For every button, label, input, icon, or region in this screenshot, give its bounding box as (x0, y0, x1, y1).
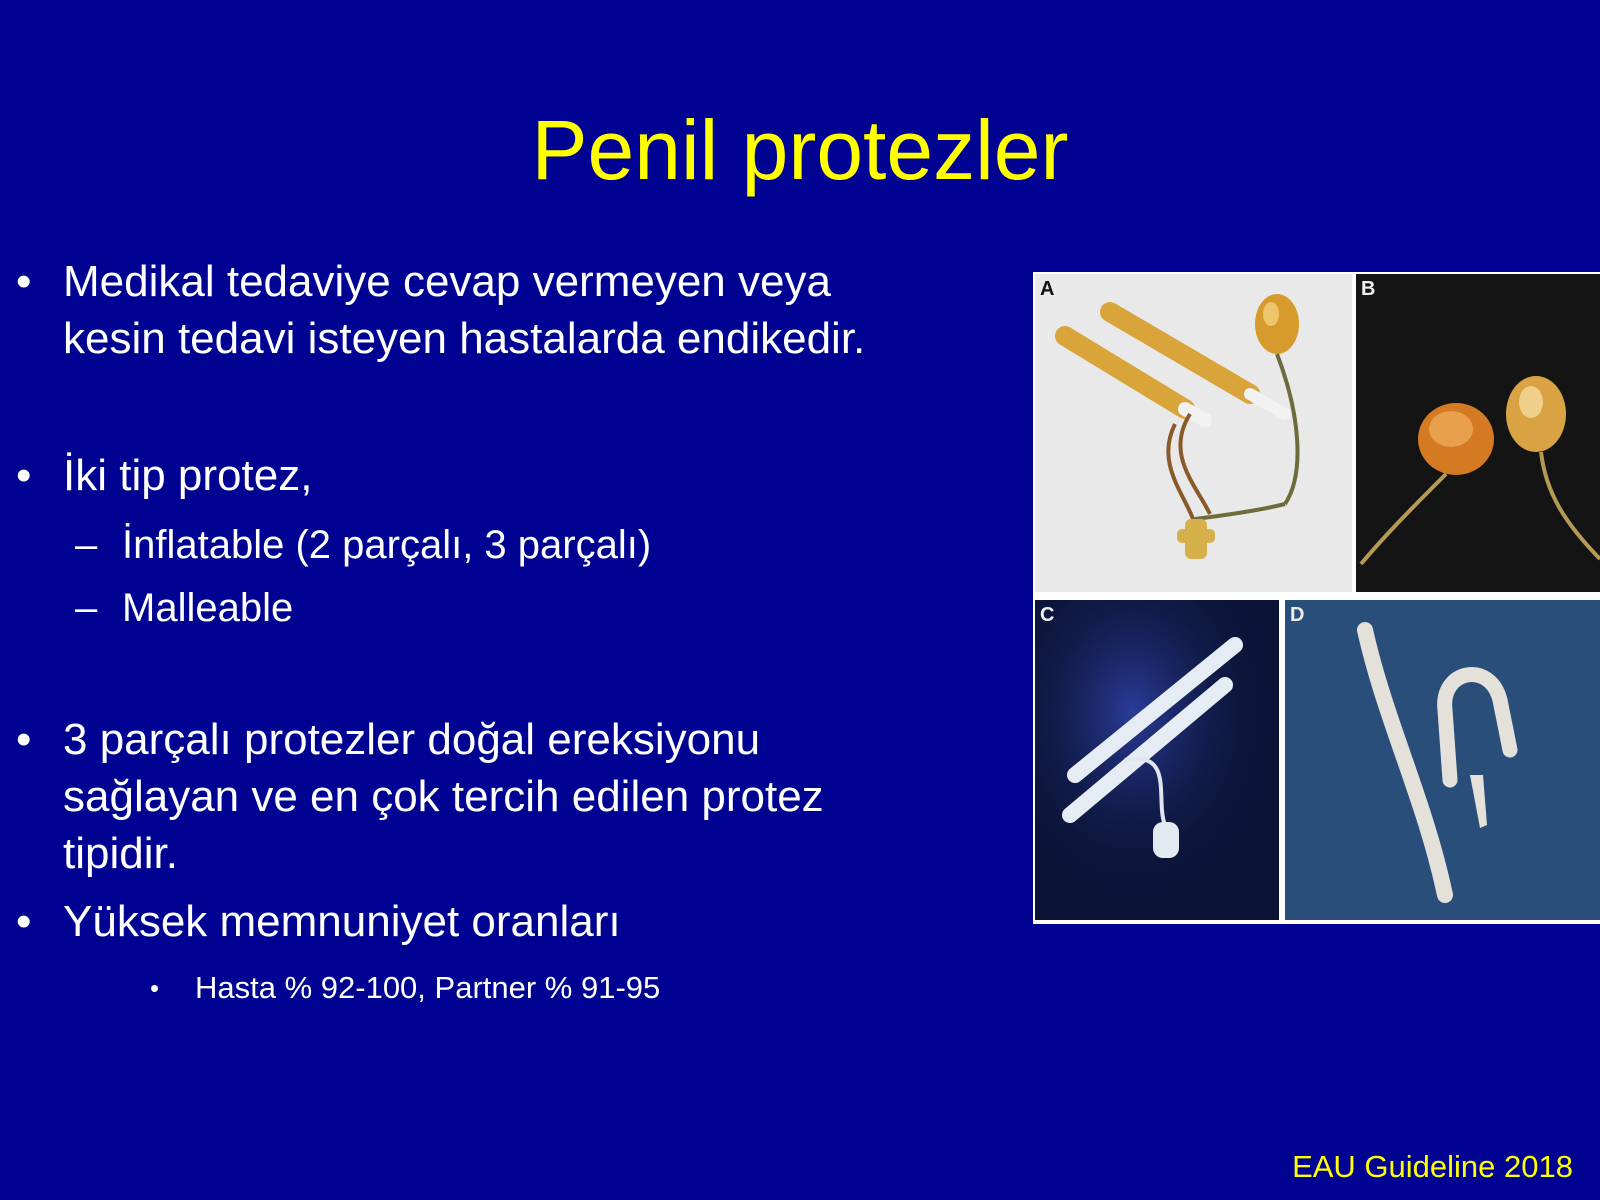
bullet-three-piece-line1: 3 parçalı protezler doğal ereksiyonu (63, 715, 761, 764)
panel-label-b: B (1361, 278, 1376, 300)
bullet-three-piece (0, 711, 1000, 886)
photo-panel-d (1285, 600, 1600, 920)
panel-label-c: C (1040, 604, 1055, 626)
bullet-indication-line1: Medikal tedaviye cevap vermeyen veya (63, 257, 831, 306)
slide-title: Penil protezler (531, 103, 1069, 197)
photo-panel-a (1035, 274, 1352, 592)
photo-panel-b (1356, 274, 1600, 592)
subbullet-malleable-text: Malleable (122, 586, 294, 630)
bullet-types (0, 447, 1000, 507)
reservoir-image (1356, 274, 1600, 592)
subbullet-inflatable-text: İnflatable (2 parçalı, 3 parçalı) (122, 523, 652, 567)
malleable-rods-image (1285, 600, 1600, 920)
panel-label-d: D (1290, 604, 1305, 626)
white-cylinders-image (1035, 600, 1279, 920)
bullet-types-text: İki tip protez, (63, 451, 313, 500)
subbullet-rates-text: Hasta % 92-100, Partner % 91-95 (195, 970, 661, 1005)
subbullet-marker: • (150, 973, 160, 1003)
photo-panel-c (1035, 600, 1279, 920)
bullet-three-piece-line3: tipidir. (63, 829, 178, 878)
subbullet-malleable (0, 583, 1000, 633)
bullet-marker: • (16, 897, 32, 946)
subbullet-rates (0, 968, 1000, 1008)
subbullet-marker: – (75, 523, 98, 567)
bullet-marker: • (16, 715, 32, 764)
subbullet-inflatable (0, 520, 1000, 570)
bullet-satisfaction (0, 893, 1000, 953)
prosthesis-photo-grid (1033, 272, 1600, 924)
subbullet-marker: – (75, 586, 98, 630)
bullet-satisfaction-text: Yüksek memnuniyet oranları (63, 897, 621, 946)
bullet-marker: • (16, 451, 32, 500)
bullet-indication (0, 253, 1000, 373)
source-footer: EAU Guideline 2018 (1292, 1149, 1573, 1184)
inflatable-prosthesis-image (1035, 274, 1352, 592)
bullet-indication-line2: kesin tedavi isteyen hastalarda endikedir. (63, 314, 866, 363)
bullet-marker: • (16, 257, 32, 306)
panel-label-a: A (1040, 278, 1055, 300)
bullet-three-piece-line2: sağlayan ve en çok tercih edilen protez (63, 772, 824, 821)
